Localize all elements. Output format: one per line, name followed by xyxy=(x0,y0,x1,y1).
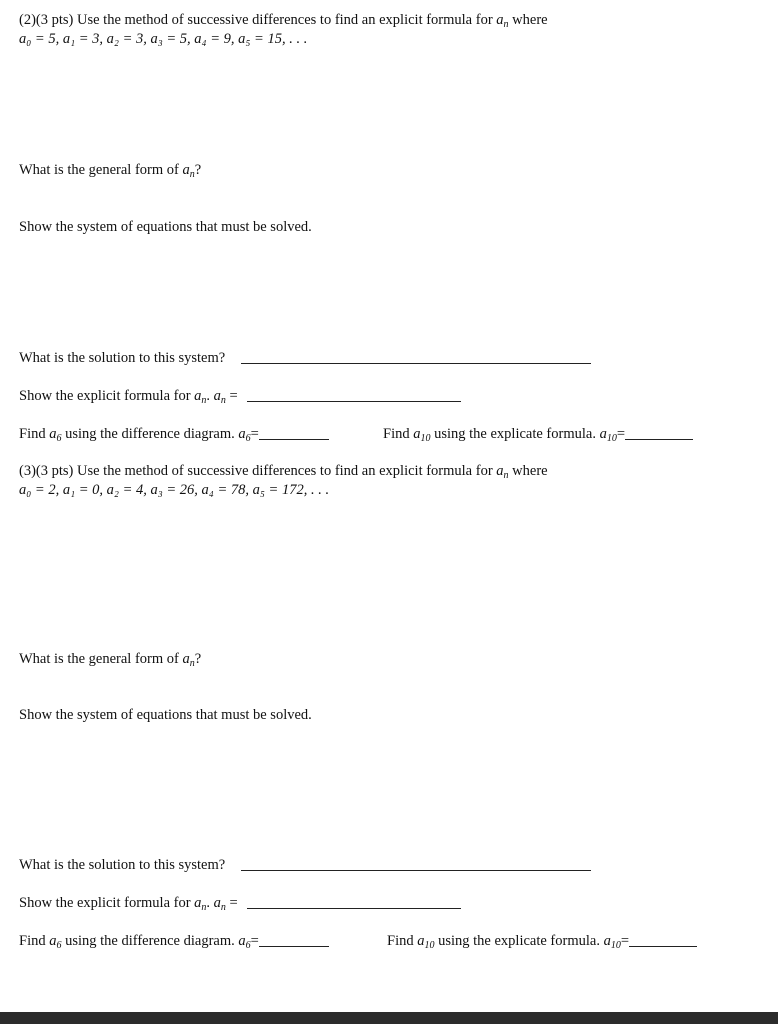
problem-2-find-a10: Find $a_{10}$ using the explicate formula. $a_{10}=$ xyxy=(383,425,693,443)
problem-2-sequence: a₀ = 5, a₁ = 3, a₂ = 3, a₃ = 5, a₄ = 9, a₅ = 15, . . . xyxy=(19,31,308,47)
problem-2-general-form-question: What is the general form of $a_n$? xyxy=(19,162,202,180)
problem-3-find-a10: Find $a_{10}$ using the explicate formula. $a_{10}=$ xyxy=(387,932,697,950)
problem-2-find-a6: Find $a_6$ using the difference diagram. $a_6=$ xyxy=(19,425,329,443)
problem-3-a6-answer-line[interactable] xyxy=(259,945,329,947)
problem-3-explicit-formula-question: Show the explicit formula for $a_n$. $a_n$ = xyxy=(19,894,461,912)
problem-2-solution-question: What is the solution to this system? xyxy=(19,349,591,367)
problem-2-a10-answer-line[interactable] xyxy=(625,438,693,440)
problem-3-a10-answer-line[interactable] xyxy=(629,945,697,947)
problem-2-explicit-answer-line[interactable] xyxy=(247,400,461,402)
problem-3-sequence: a₀ = 2, a₁ = 0, a₂ = 4, a₃ = 26, a₄ = 78, a₅ = 172, . . . xyxy=(19,482,330,498)
problem-3-solution-answer-line[interactable] xyxy=(241,869,591,871)
bottom-scroll-bar[interactable] xyxy=(0,1012,778,1024)
problem-2-solution-answer-line[interactable] xyxy=(241,362,591,364)
problem-3-general-form-question: What is the general form of $a_n$? xyxy=(19,651,202,669)
problem-2-system-question: Show the system of equations that must be solved. xyxy=(19,219,312,235)
problem-3-solution-question: What is the solution to this system? xyxy=(19,856,591,874)
problem-2-a6-answer-line[interactable] xyxy=(259,438,329,440)
problem-3-find-a6: Find $a_6$ using the difference diagram. $a_6=$ xyxy=(19,932,329,950)
problem-3-explicit-answer-line[interactable] xyxy=(247,907,461,909)
problem-2-explicit-formula-question: Show the explicit formula for $a_n$. $a_n$ = xyxy=(19,387,461,405)
problem-2-heading: (2)(3 pts) Use the method of successive differences to find an explicit formula for $a_n$ where xyxy=(19,12,548,30)
problem-3-system-question: Show the system of equations that must be solved. xyxy=(19,707,312,723)
problem-3-heading: (3)(3 pts) Use the method of successive differences to find an explicit formula for $a_n$ where xyxy=(19,463,548,481)
